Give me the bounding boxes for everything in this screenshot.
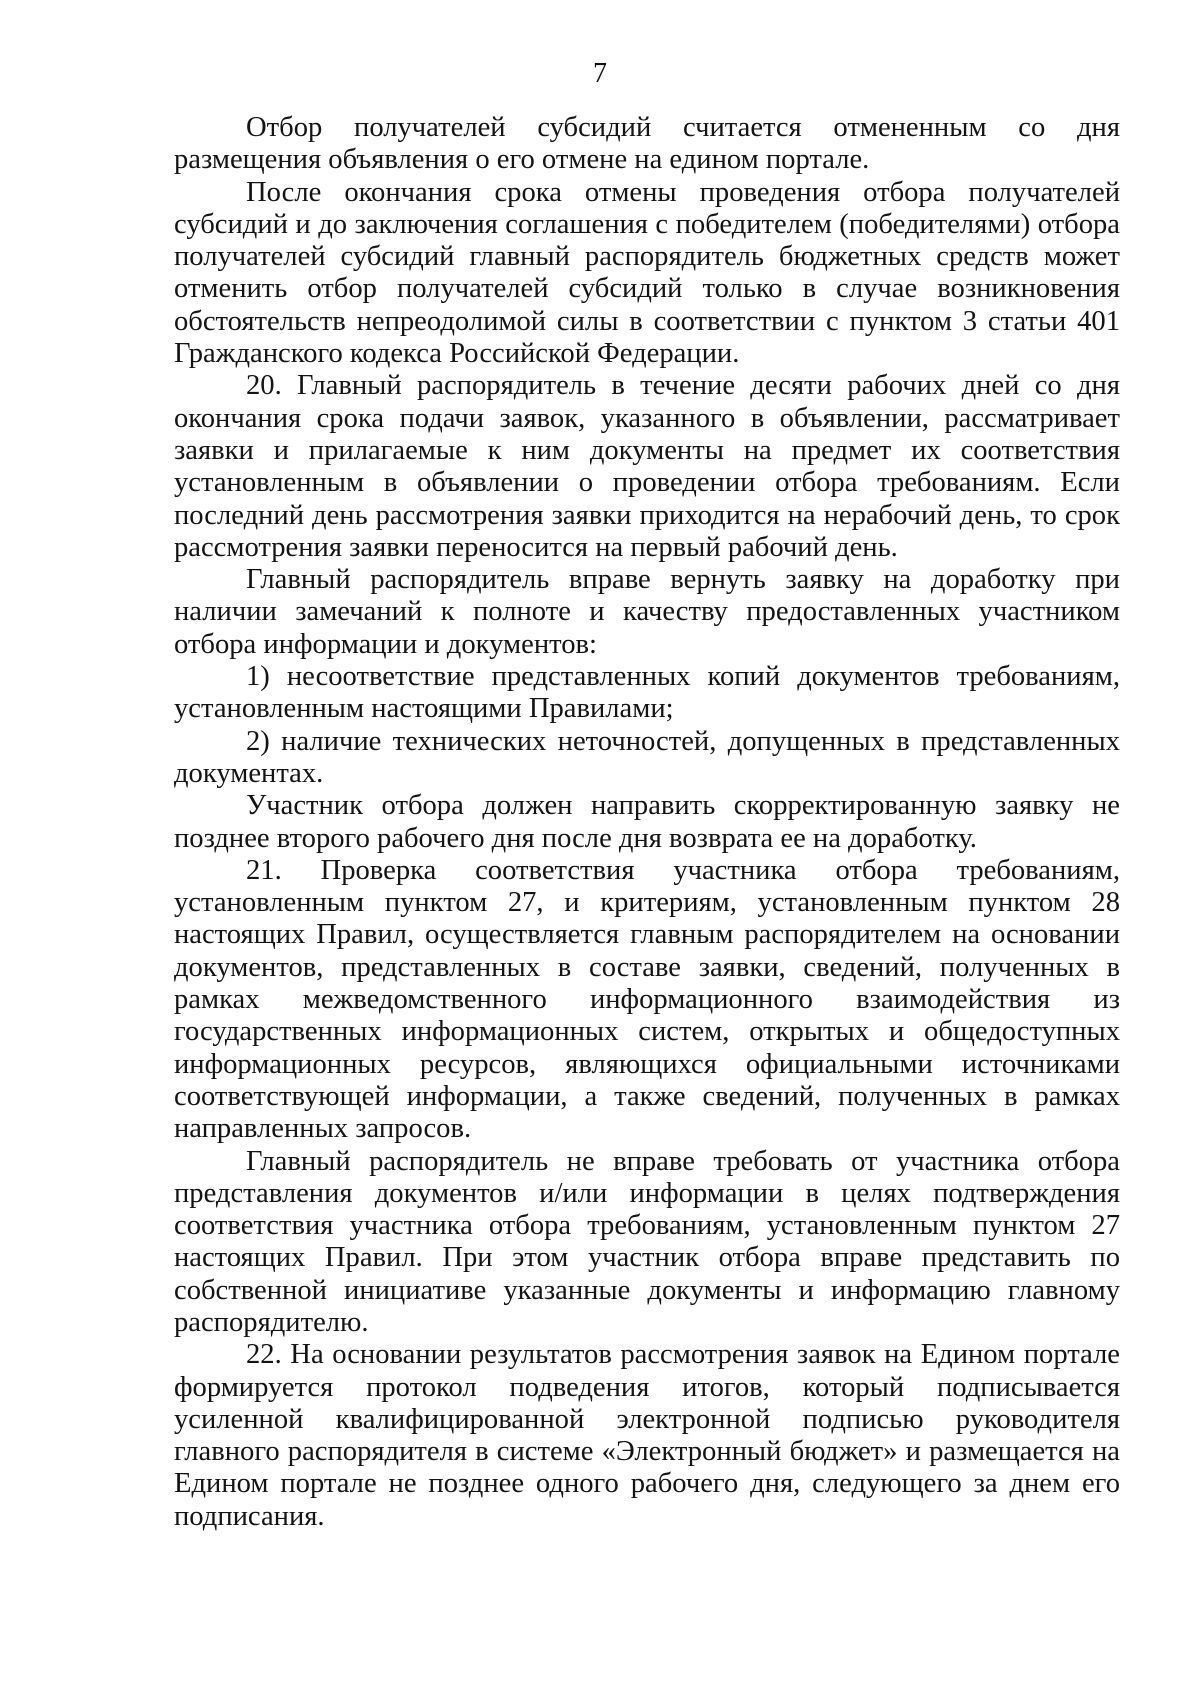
paragraph-selection-cancelled: Отбор получателей субсидий считается отмененным со дня размещения объявления о его отмене на едином портале. <box>174 112 1120 176</box>
paragraph-cancellation-force-majeure: После окончания срока отмены проведения отбора получателей субсидий и до заключения соглашения с победителем (победителями) отбора получателей субсидий главный распорядитель бюджетных средств может отменить отбор получателей субсидий только в случае возникновения обстоятельств непреодолимой силы в соответствии с пунктом 3 статьи 401 Гражданского кодекса Российской Федерации. <box>174 176 1120 370</box>
page-number: 7 <box>593 58 607 89</box>
paragraph-no-document-requirement: Главный распорядитель не вправе требовать от участника отбора представления документов и/или информации в целях подтверждения соответствия участника отбора требованиям, установленным пунктом 27 настоящих Правил. При этом участник отбора вправе представить по собственной инициативе указанные документы и информацию главному распорядителю. <box>174 1145 1120 1338</box>
paragraph-item-22: 22. На основании результатов рассмотрения заявок на Едином портале формируется протокол подведения итогов, который подписывается усиленной квалифицированной электронной подписью руководителя главного распорядителя в системе «Электронный бюджет» и размещается на Едином портале не позднее одного рабочего дня, следующего за днем его подписания. <box>174 1339 1120 1532</box>
paragraph-item-20: 20. Главный распорядитель в течение десяти рабочих дней со дня окончания срока подачи заявок, указанного в объявлении, рассматривает заявки и прилагаемые к ним документы на предмет их соответствия установленным в объявлении о проведении отбора требованиям. Если последний день рассмотрения заявки приходится на нерабочий день, то срок рассмотрения заявки переносится на первый рабочий день. <box>174 370 1120 563</box>
document-body <box>174 112 1120 1533</box>
paragraph-item-21: 21. Проверка соответствия участника отбора требованиям, установленным пунктом 27, и критериям, установленным пунктом 28 настоящих Правил, осуществляется главным распорядителем на основании документов, представленных в составе заявки, сведений, полученных в рамках межведомственного информационного взаимодействия из государственных информационных систем, открытых и общедоступных информационных ресурсов, являющихся официальными источниками соответствующей информации, а также сведений, полученных в рамках направленных запросов. <box>174 854 1120 1145</box>
paragraph-return-for-revision: Главный распорядитель вправе вернуть заявку на доработку при наличии замечаний к полноте и качеству предоставленных участником отбора информации и документов: <box>174 564 1120 660</box>
paragraph-resubmission-deadline: Участник отбора должен направить скорректированную заявку не позднее второго рабочего дня после дня возврата ее на доработку. <box>174 790 1120 854</box>
paragraph-subitem-1: 1) несоответствие представленных копий документов требованиям, установленным настоящими Правилами; <box>174 661 1120 725</box>
paragraph-subitem-2: 2) наличие технических неточностей, допущенных в представленных документах. <box>174 725 1120 789</box>
